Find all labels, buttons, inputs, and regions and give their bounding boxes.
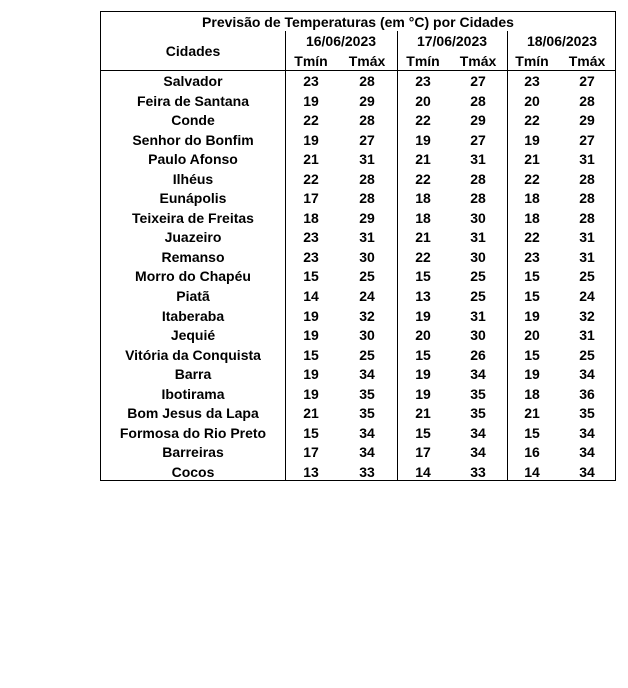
tmax-header-day2: Tmáx [459,53,497,69]
tmax-day2-cell: 34 [470,424,486,441]
tmin-day1-cell: 23 [303,73,319,89]
tmax-day1-cell: 34 [359,424,375,441]
city-name-cell: Barra [174,366,212,383]
tmin-day3-cell: 15 [524,346,540,363]
tmin-day1-cell: 22 [303,170,319,187]
tmax-day3-cell: 34 [579,366,595,383]
tmin-day1-cell: 13 [303,463,319,480]
tmax-day2-cell: 29 [470,112,486,129]
tmax-day1-cell: 28 [359,170,375,187]
tmin-header-day1: Tmín [294,53,328,69]
tmin-day3-cell: 15 [524,268,540,285]
tmax-day1-cell: 29 [359,92,375,109]
tmin-day2-cell: 22 [415,248,431,265]
tmin-day3-cell: 19 [524,131,540,148]
tmin-day1-cell: 19 [303,327,319,344]
table-row [101,150,615,170]
tmax-day1-cell: 28 [359,73,375,89]
tmin-day2-cell: 20 [415,92,431,109]
table-row [101,267,615,287]
table-row [101,385,615,405]
tmin-day3-cell: 14 [524,463,540,480]
tmin-day1-cell: 17 [303,444,319,461]
tmax-day3-cell: 27 [579,131,595,148]
tmax-day2-cell: 30 [470,209,486,226]
tmax-day1-cell: 25 [359,346,375,363]
tmax-day3-cell: 28 [579,190,595,207]
tmax-day2-cell: 30 [470,327,486,344]
tmax-day1-cell: 30 [359,327,375,344]
tmax-day1-cell: 25 [359,268,375,285]
table-row [101,72,615,92]
tmin-day3-cell: 21 [524,151,540,168]
city-name-cell: Itaberaba [161,307,225,324]
tmin-day1-cell: 19 [303,366,319,383]
tmax-day2-cell: 34 [470,444,486,461]
tmin-day3-cell: 19 [524,366,540,383]
tmin-day1-cell: 15 [303,268,319,285]
tmax-day3-cell: 31 [579,327,595,344]
tmax-day2-cell: 28 [470,92,486,109]
tmax-day1-cell: 28 [359,112,375,129]
tmin-day3-cell: 16 [524,444,540,461]
tmax-day2-cell: 30 [470,248,486,265]
table-body [101,72,615,482]
tmax-day1-cell: 29 [359,209,375,226]
tmin-day3-cell: 15 [524,424,540,441]
tmin-day3-cell: 22 [524,229,540,246]
tmax-day1-cell: 34 [359,366,375,383]
tmax-day1-cell: 31 [359,229,375,246]
tmax-day1-cell: 28 [359,190,375,207]
tmax-day2-cell: 34 [470,366,486,383]
tmax-day3-cell: 34 [579,444,595,461]
city-name-cell: Conde [171,112,215,129]
tmin-day2-cell: 22 [415,112,431,129]
tmax-day2-cell: 31 [470,151,486,168]
tmax-day3-cell: 28 [579,209,595,226]
city-name-cell: Barreiras [162,444,224,461]
tmax-day3-cell: 28 [579,92,595,109]
tmin-day3-cell: 22 [524,170,540,187]
table-title: Previsão de Temperaturas (em °C) por Cidades [202,14,514,30]
tmin-day1-cell: 17 [303,190,319,207]
tmax-day3-cell: 34 [579,424,595,441]
tmax-day2-cell: 28 [470,190,486,207]
tmin-day2-cell: 21 [415,151,431,168]
table-row [101,111,615,131]
tmin-day3-cell: 20 [524,92,540,109]
tmin-day3-cell: 15 [524,288,540,305]
city-name-cell: Formosa do Rio Preto [119,424,267,441]
city-name-cell: Bom Jesus da Lapa [127,405,259,422]
city-name-cell: Jequié [170,327,216,344]
table-row [101,307,615,327]
tmax-day3-cell: 29 [579,112,595,129]
tmin-day2-cell: 22 [415,170,431,187]
tmin-day1-cell: 23 [303,229,319,246]
tmax-day2-cell: 35 [470,405,486,422]
table-row [101,346,615,366]
table-row [101,248,615,268]
city-name-cell: Juazeiro [164,229,222,246]
tmax-day2-cell: 25 [470,268,486,285]
city-name-cell: Senhor do Bonfim [132,131,254,148]
tmax-day2-cell: 31 [470,307,486,324]
tmax-day3-cell: 31 [579,229,595,246]
tmin-day1-cell: 15 [303,346,319,363]
tmax-day2-cell: 31 [470,229,486,246]
tmin-day2-cell: 19 [415,307,431,324]
city-name-cell: Salvador [163,73,223,89]
tmin-day1-cell: 18 [303,209,319,226]
tmin-day2-cell: 15 [415,268,431,285]
tmin-day3-cell: 20 [524,327,540,344]
tmax-header-day3: Tmáx [568,53,606,69]
city-name-cell: Feira de Santana [136,92,250,109]
table-row [101,365,615,385]
tmin-day1-cell: 19 [303,385,319,402]
city-name-cell: Piatã [176,288,210,305]
tmax-day2-cell: 35 [470,385,486,402]
tmin-day1-cell: 19 [303,307,319,324]
tmin-day1-cell: 22 [303,112,319,129]
date-header-day2: 17/06/2023 [416,33,488,49]
tmin-day3-cell: 22 [524,112,540,129]
tmax-day3-cell: 27 [579,73,595,89]
tmin-day3-cell: 21 [524,405,540,422]
tmin-day2-cell: 20 [415,327,431,344]
tmin-day3-cell: 18 [524,190,540,207]
tmax-day1-cell: 33 [359,463,375,480]
date-header-day1: 16/06/2023 [305,33,377,49]
tmax-day2-cell: 27 [470,131,486,148]
city-name-cell: Morro do Chapéu [135,268,251,285]
tmin-day2-cell: 15 [415,346,431,363]
tmin-day2-cell: 18 [415,190,431,207]
tmin-day3-cell: 19 [524,307,540,324]
tmin-day2-cell: 23 [415,73,431,89]
table-row [101,424,615,444]
table-row [101,228,615,248]
tmax-day1-cell: 31 [359,151,375,168]
tmin-day2-cell: 19 [415,385,431,402]
tmax-day2-cell: 25 [470,288,486,305]
tmin-day1-cell: 21 [303,405,319,422]
date-header-day3: 18/06/2023 [526,33,598,49]
tmin-header-day2: Tmín [406,53,440,69]
city-name-cell: Remanso [161,248,225,265]
tmax-day3-cell: 31 [579,151,595,168]
header-divider [101,70,615,71]
city-name-cell: Cocos [171,463,215,480]
tmin-day3-cell: 23 [524,248,540,265]
tmin-day1-cell: 23 [303,248,319,265]
tmin-day3-cell: 18 [524,209,540,226]
tmin-day2-cell: 21 [415,229,431,246]
tmin-day2-cell: 19 [415,366,431,383]
tmin-day1-cell: 15 [303,424,319,441]
tmax-day1-cell: 35 [359,405,375,422]
tmax-header-day1: Tmáx [348,53,386,69]
tmax-day3-cell: 24 [579,288,595,305]
cities-column-header: Cidades [165,43,221,59]
tmax-day3-cell: 25 [579,346,595,363]
table-row [101,287,615,307]
temperature-forecast-table [100,11,616,481]
tmax-day3-cell: 28 [579,170,595,187]
tmax-day1-cell: 27 [359,131,375,148]
city-name-cell: Eunápolis [159,190,227,207]
tmin-day1-cell: 14 [303,288,319,305]
tmin-day1-cell: 19 [303,92,319,109]
tmax-day1-cell: 34 [359,444,375,461]
tmax-day2-cell: 26 [470,346,486,363]
table-row [101,131,615,151]
table-row [101,463,615,483]
tmax-day1-cell: 30 [359,248,375,265]
tmin-day2-cell: 14 [415,463,431,480]
tmin-day3-cell: 23 [524,73,540,89]
city-name-cell: Ilhéus [172,170,214,187]
city-name-cell: Ibotirama [161,385,225,402]
tmin-day2-cell: 21 [415,405,431,422]
tmin-day2-cell: 18 [415,209,431,226]
tmin-day3-cell: 18 [524,385,540,402]
tmax-day3-cell: 34 [579,463,595,480]
tmax-day2-cell: 27 [470,73,486,89]
city-name-cell: Paulo Afonso [148,151,238,168]
city-name-cell: Vitória da Conquista [125,346,261,363]
city-name-cell: Teixeira de Freitas [132,209,254,226]
tmin-day2-cell: 19 [415,131,431,148]
tmax-day1-cell: 32 [359,307,375,324]
tmin-day2-cell: 17 [415,444,431,461]
table-row [101,92,615,112]
tmax-day3-cell: 35 [579,405,595,422]
table-row [101,209,615,229]
tmax-day3-cell: 31 [579,248,595,265]
tmax-day3-cell: 25 [579,268,595,285]
table-row [101,170,615,190]
tmin-day2-cell: 15 [415,424,431,441]
table-row [101,443,615,463]
table-row [101,326,615,346]
tmax-day1-cell: 24 [359,288,375,305]
tmax-day3-cell: 32 [579,307,595,324]
table-row [101,189,615,209]
tmin-day1-cell: 21 [303,151,319,168]
tmax-day2-cell: 28 [470,170,486,187]
tmin-header-day3: Tmín [515,53,549,69]
tmin-day2-cell: 13 [415,288,431,305]
tmax-day1-cell: 35 [359,385,375,402]
tmax-day2-cell: 33 [470,463,486,480]
table-row [101,404,615,424]
tmax-day3-cell: 36 [579,385,595,402]
tmin-day1-cell: 19 [303,131,319,148]
